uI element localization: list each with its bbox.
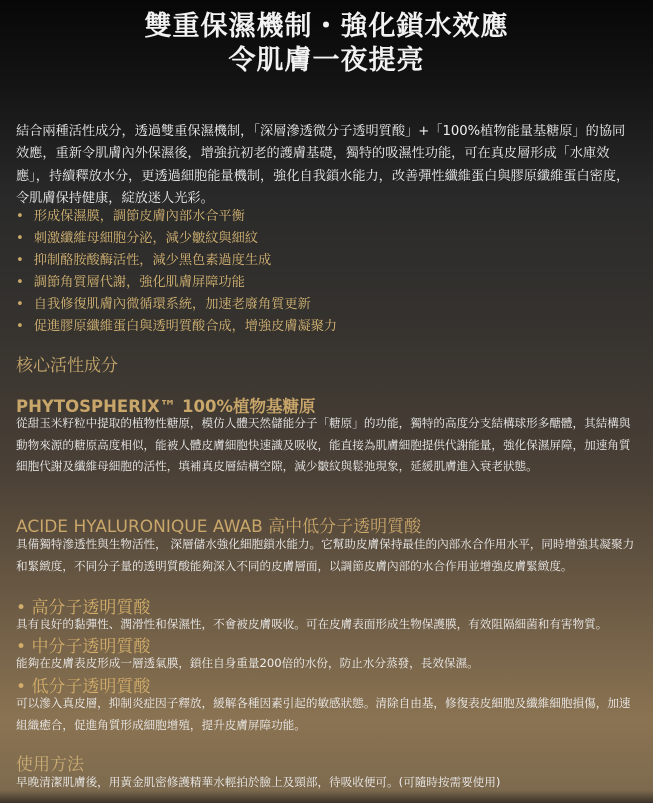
high-molecular-heading: • 高分子透明質酸 [16,593,150,618]
benefit-list [16,206,337,338]
title-line-2: 令肌膚一夜提亮 [228,45,425,76]
core-heading: 核心活性成分 [16,356,118,376]
high-molecular-desc: 具有良好的黏彈性、潤滑性和保濕性，不會被皮膚吸收。可在皮膚表面形成生物保護膜，有效阻隔細菌和有害物質。 [16,617,608,631]
list-item: • 刺激纖維母細胞分泌，減少皺紋與細紋 [16,228,337,250]
list-item: • 調節角質層代謝，強化肌膚屏障功能 [16,272,337,294]
phyto-body: 從甜玉米籽粒中提取的植物性糖原，模仿人體天然儲能分子「糖原」的功能，獨特的高度分支結構球形多醣體，其結構與動物來源的糖原高度相似，能被人體皮膚細胞快速識及吸收，能直接為肌膚細胞提供代謝能量，強化保濕屏障，加速角質細胞代謝及纖維母細胞的活性，填補真皮層結構空隙，減少皺紋與鬆弛現象，延緩肌膚進入衰老狀態。 [16,416,631,473]
list-item: • 形成保濕膜，調節皮膚內部水合平衡 [16,206,337,228]
mid-molecular-desc: 能夠在皮膚表皮形成一層透氣膜，鎖住自身重量200倍的水份，防止水分蒸發，長效保濕。 [16,656,479,670]
low-molecular-desc: 可以滲入真皮層，抑制炎症因子釋放，緩解各種因素引起的敏感狀態。清除自由基，修復表皮細胞及纖維細胞損傷，加速組織癒合，促進角質形成細胞增殖，提升皮膚屏障功能。 [16,696,631,732]
usage-body: 早晚清潔肌膚後，用黃金肌密修護精華水輕拍於臉上及頸部，待吸收便可。(可隨時按需要使用) [16,775,501,789]
list-item: • 抑制酪胺酸酶活性，減少黑色素過度生成 [16,250,337,272]
title-line-1: 雙重保濕機制・強化鎖水效應 [144,11,509,42]
intro-paragraph: 結合兩種活性成分，透過雙重保濕機制，「深層滲透微分子透明質酸」+「100%植物能量基糖原」的協同效應，重新令肌膚內外保濕後，增強抗初老的護膚基礎，獨特的吸濕性功能，可在真皮層形成「水庫效應」，持續釋放水分，更透過細胞能量機制，強化自我鎖水能力，改善彈性纖維蛋白與膠原纖維蛋白密度，令肌膚保持健康，綻放迷人光彩。 [16,124,630,206]
low-molecular-heading: • 低分子透明質酸 [16,672,150,697]
list-item: • 自我修復肌膚內微循環系統，加速老廢角質更新 [16,294,337,316]
list-item: • 促進膠原纖維蛋白與透明質酸合成，增強皮膚凝聚力 [16,316,337,338]
mid-molecular-heading: • 中分子透明質酸 [16,632,150,657]
phyto-heading: PHYTOSPHERIX™ 100%植物基糖原 [16,397,316,416]
acide-heading: ACIDE HYALURONIQUE AWAB 高中低分子透明質酸 [16,517,422,537]
usage-heading: 使用方法 [16,755,84,775]
acide-body: 具備獨特滲透性與生物活性， 深層儲水強化細胞鎖水能力。它幫助皮膚保持最佳的內部水合作用水平，同時增強其凝聚力和緊緻度，不同分子量的透明質酸能夠深入不同的皮膚層面，以調節皮膚內部的水合作用並增強皮膚緊緻度。 [16,537,635,573]
